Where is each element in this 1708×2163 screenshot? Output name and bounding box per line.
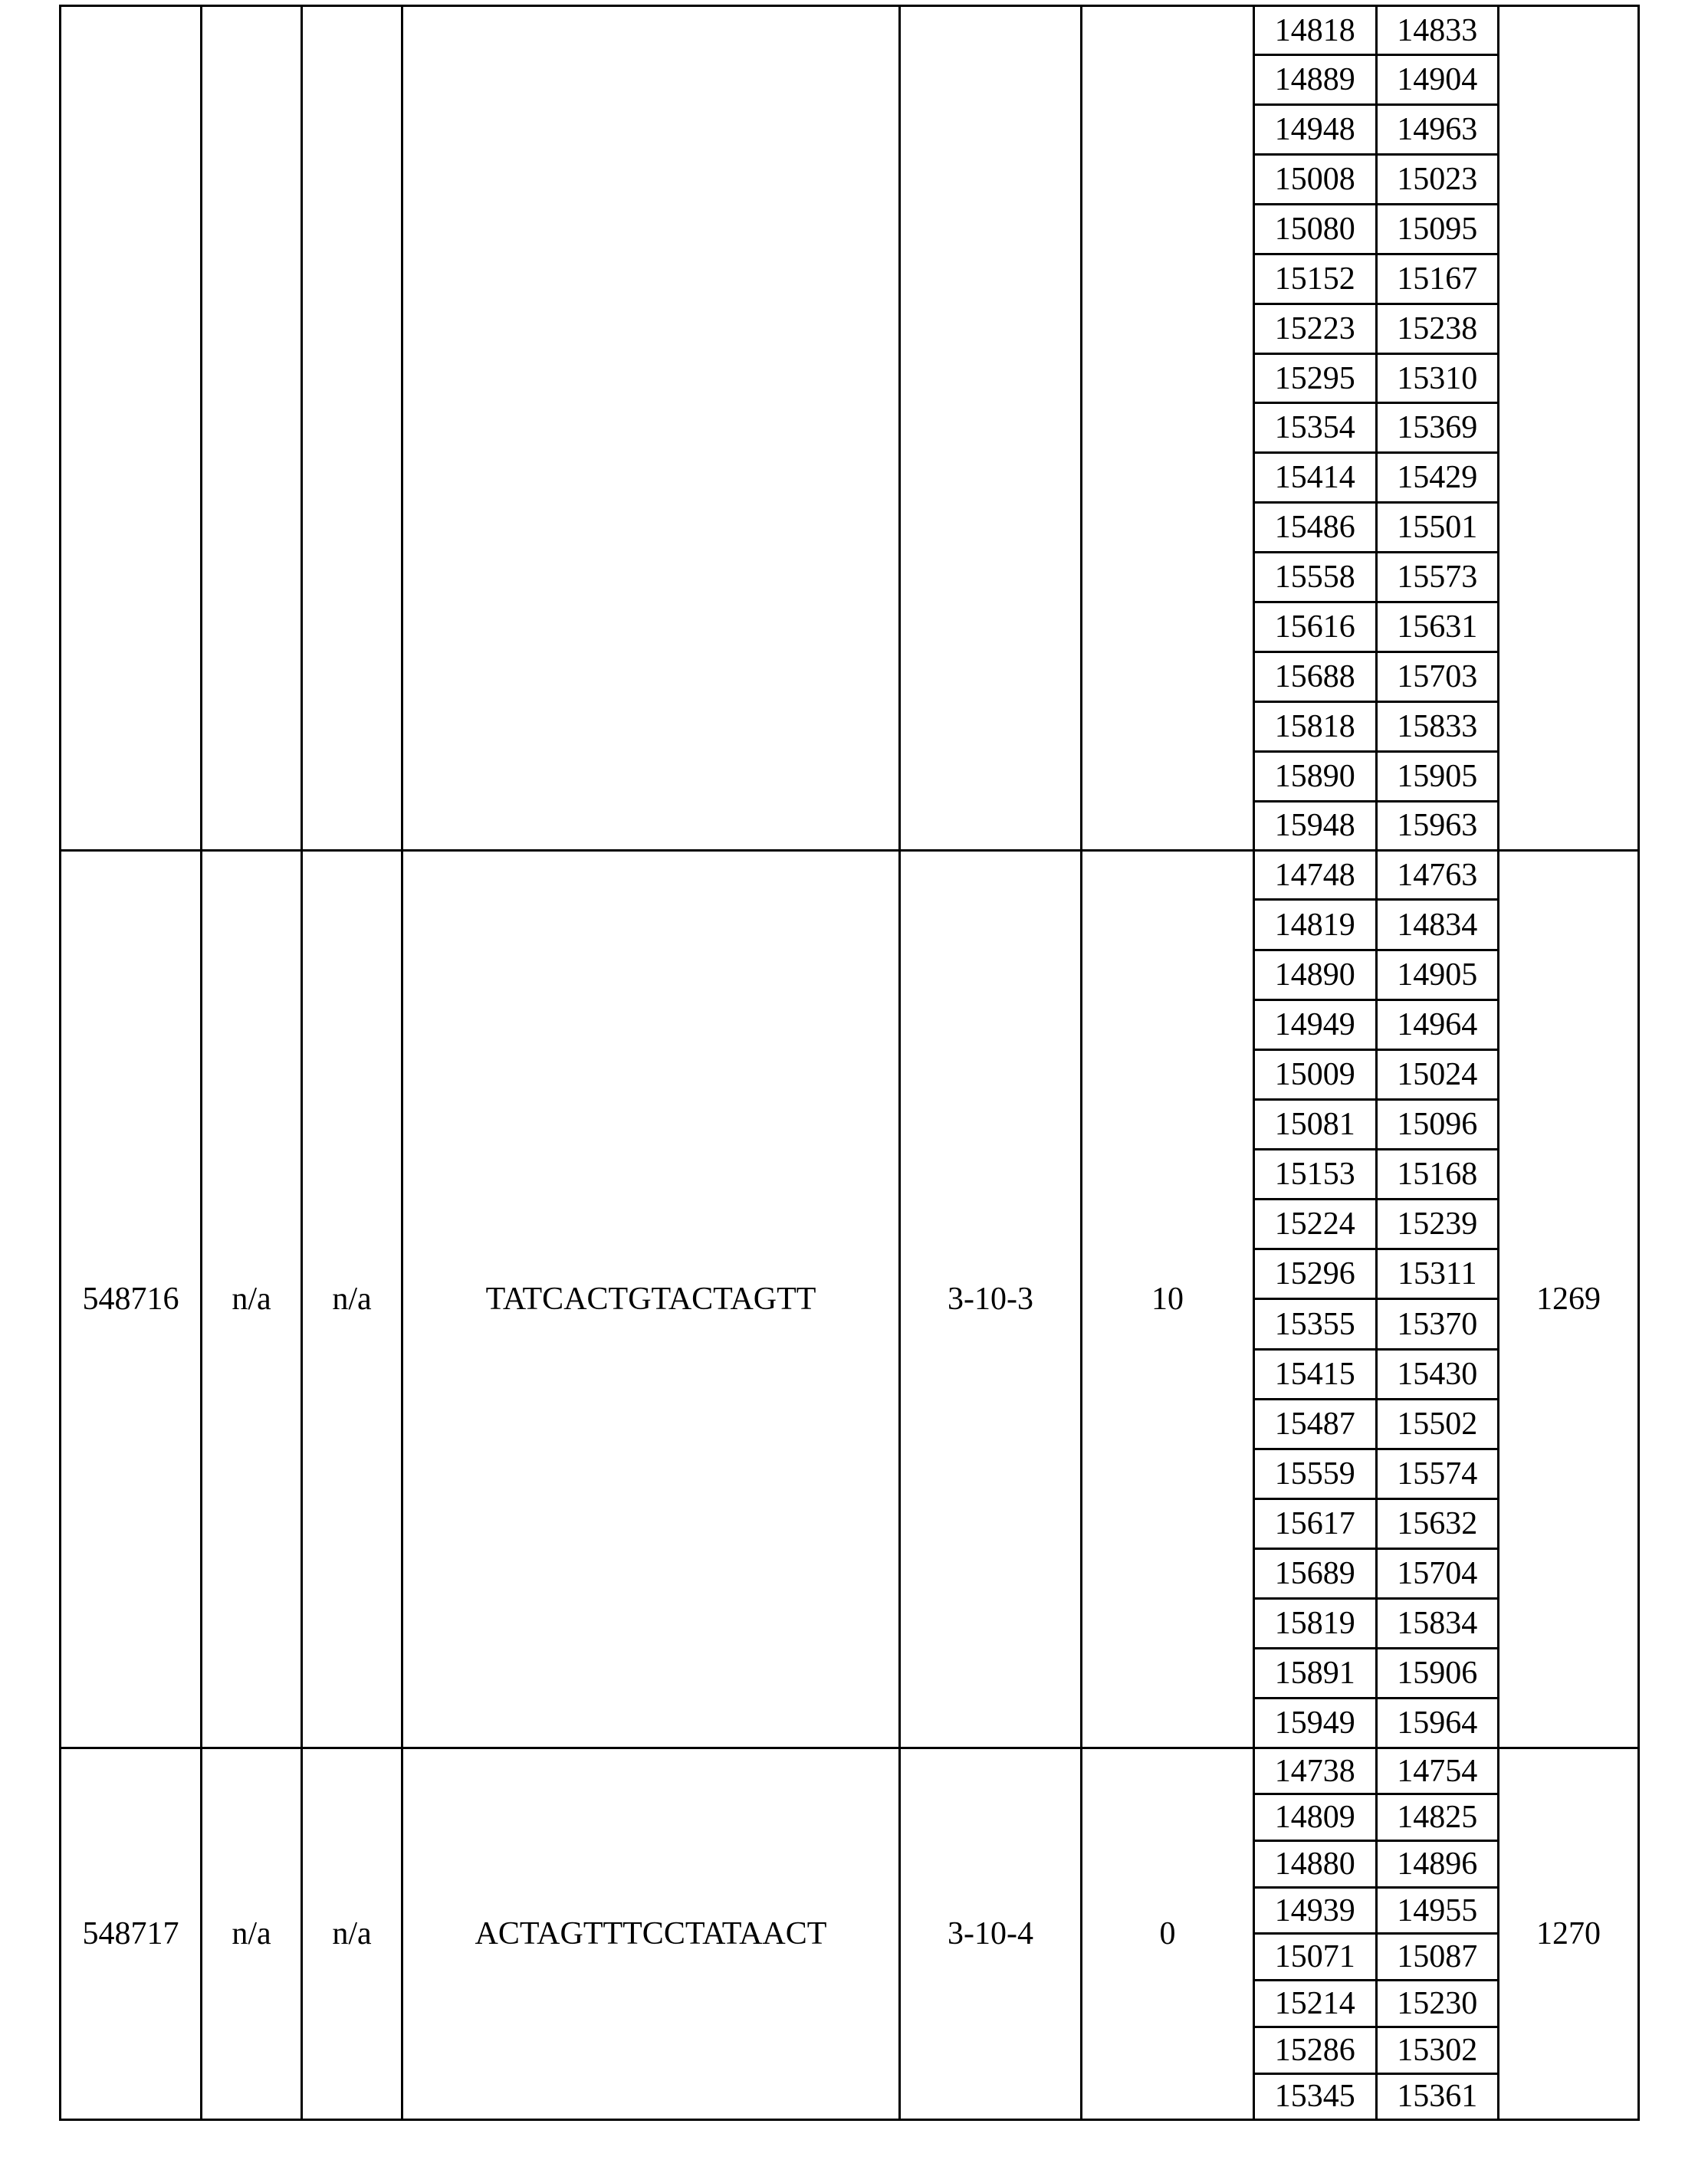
start-position: 14880 xyxy=(1255,1840,1376,1887)
start-position: 14939 xyxy=(1255,1887,1376,1934)
position-row xyxy=(1255,1840,1497,1887)
seq-id-cell xyxy=(1499,6,1639,851)
stop-position: 15703 xyxy=(1376,652,1497,701)
start-position: 15486 xyxy=(1255,503,1376,553)
stop-position: 15833 xyxy=(1376,701,1497,751)
stop-position: 15429 xyxy=(1376,453,1497,503)
position-row xyxy=(1255,900,1497,950)
positions-subtable xyxy=(1255,7,1497,849)
positions-cell xyxy=(1254,851,1499,1748)
position-row xyxy=(1255,1934,1497,1981)
stop-position: 14754 xyxy=(1376,1749,1497,1794)
start-position: 15153 xyxy=(1255,1150,1376,1200)
position-row xyxy=(1255,1299,1497,1349)
position-row xyxy=(1255,950,1497,999)
start-position: 15355 xyxy=(1255,1299,1376,1349)
stop-position: 15573 xyxy=(1376,553,1497,602)
stop-position: 14763 xyxy=(1376,852,1497,900)
stop-position: 15369 xyxy=(1376,403,1497,453)
start-position: 15415 xyxy=(1255,1349,1376,1399)
position-row xyxy=(1255,1887,1497,1934)
sequence-cell: ACTAGTTTCCTATAACT xyxy=(402,1748,900,2120)
stop-position: 15087 xyxy=(1376,1934,1497,1981)
start-position: 15689 xyxy=(1255,1549,1376,1599)
compound-id-cell: 548717 xyxy=(61,1748,202,2120)
stop-position: 15963 xyxy=(1376,801,1497,849)
position-row xyxy=(1255,453,1497,503)
stop-position: 14825 xyxy=(1376,1794,1497,1841)
start-position: 15080 xyxy=(1255,204,1376,254)
stop-position: 15310 xyxy=(1376,353,1497,403)
col3-cell: n/a xyxy=(302,1748,402,2120)
position-row xyxy=(1255,105,1497,155)
start-position: 15487 xyxy=(1255,1399,1376,1449)
start-position: 15558 xyxy=(1255,553,1376,602)
start-position: 15688 xyxy=(1255,652,1376,701)
stop-position: 14964 xyxy=(1376,999,1497,1049)
position-row xyxy=(1255,353,1497,403)
col3-cell xyxy=(302,6,402,851)
compound-id-cell xyxy=(61,6,202,851)
start-position: 14748 xyxy=(1255,852,1376,900)
stop-position: 15096 xyxy=(1376,1099,1497,1149)
position-row xyxy=(1255,1150,1497,1200)
position-row xyxy=(1255,304,1497,353)
stop-position: 15502 xyxy=(1376,1399,1497,1449)
seq-id-cell: 1269 xyxy=(1499,851,1639,1748)
stop-position: 15238 xyxy=(1376,304,1497,353)
start-position: 14948 xyxy=(1255,105,1376,155)
stop-position: 15704 xyxy=(1376,1549,1497,1599)
stop-position: 15095 xyxy=(1376,204,1497,254)
col3-cell: n/a xyxy=(302,851,402,1748)
value-cell: 10 xyxy=(1082,851,1254,1748)
start-position: 15559 xyxy=(1255,1449,1376,1498)
position-row xyxy=(1255,503,1497,553)
start-position: 14889 xyxy=(1255,55,1376,105)
stop-position: 14955 xyxy=(1376,1887,1497,1934)
start-position: 15295 xyxy=(1255,353,1376,403)
col2-cell: n/a xyxy=(202,1748,302,2120)
stop-position: 15964 xyxy=(1376,1699,1497,1747)
start-position: 15616 xyxy=(1255,602,1376,652)
position-row xyxy=(1255,1449,1497,1498)
start-position: 15818 xyxy=(1255,701,1376,751)
start-position: 15071 xyxy=(1255,1934,1376,1981)
position-row xyxy=(1255,55,1497,105)
value-cell: 0 xyxy=(1082,1748,1254,2120)
stop-position: 15501 xyxy=(1376,503,1497,553)
stop-position: 15632 xyxy=(1376,1498,1497,1548)
stop-position: 15906 xyxy=(1376,1649,1497,1699)
position-row xyxy=(1255,801,1497,849)
start-position: 15890 xyxy=(1255,751,1376,801)
start-position: 15009 xyxy=(1255,1049,1376,1099)
stop-position: 15023 xyxy=(1376,155,1497,205)
positions-subtable xyxy=(1255,1749,1497,2119)
position-row xyxy=(1255,155,1497,205)
stop-position: 15631 xyxy=(1376,602,1497,652)
stop-position: 15905 xyxy=(1376,751,1497,801)
start-position: 15214 xyxy=(1255,1981,1376,2027)
start-position: 15819 xyxy=(1255,1599,1376,1649)
stop-position: 15167 xyxy=(1376,254,1497,304)
position-row xyxy=(1255,1699,1497,1747)
position-row xyxy=(1255,2073,1497,2119)
start-position: 15617 xyxy=(1255,1498,1376,1548)
position-row xyxy=(1255,1399,1497,1449)
motif-cell: 3-10-4 xyxy=(900,1748,1082,2120)
col2-cell xyxy=(202,6,302,851)
start-position: 14809 xyxy=(1255,1794,1376,1841)
position-row xyxy=(1255,2027,1497,2073)
position-row xyxy=(1255,1049,1497,1099)
stop-position: 15430 xyxy=(1376,1349,1497,1399)
position-row xyxy=(1255,254,1497,304)
position-row xyxy=(1255,1200,1497,1249)
stop-position: 15311 xyxy=(1376,1249,1497,1299)
table-row xyxy=(61,851,1639,1748)
positions-cell xyxy=(1254,6,1499,851)
stop-position: 15239 xyxy=(1376,1200,1497,1249)
start-position: 15296 xyxy=(1255,1249,1376,1299)
position-row xyxy=(1255,1549,1497,1599)
motif-cell xyxy=(900,6,1082,851)
position-row xyxy=(1255,204,1497,254)
col2-cell: n/a xyxy=(202,851,302,1748)
start-position: 14818 xyxy=(1255,7,1376,55)
stop-position: 15168 xyxy=(1376,1150,1497,1200)
position-row xyxy=(1255,852,1497,900)
stop-position: 14896 xyxy=(1376,1840,1497,1887)
start-position: 14738 xyxy=(1255,1749,1376,1794)
position-row xyxy=(1255,1649,1497,1699)
stop-position: 15024 xyxy=(1376,1049,1497,1099)
start-position: 15891 xyxy=(1255,1649,1376,1699)
value-cell xyxy=(1082,6,1254,851)
stop-position: 14904 xyxy=(1376,55,1497,105)
positions-subtable xyxy=(1255,852,1497,1747)
stop-position: 14963 xyxy=(1376,105,1497,155)
position-row xyxy=(1255,652,1497,701)
stop-position: 15574 xyxy=(1376,1449,1497,1498)
start-position: 15345 xyxy=(1255,2073,1376,2119)
start-position: 15152 xyxy=(1255,254,1376,304)
position-row xyxy=(1255,403,1497,453)
start-position: 15081 xyxy=(1255,1099,1376,1149)
start-position: 15286 xyxy=(1255,2027,1376,2073)
positions-cell xyxy=(1254,1748,1499,2120)
position-row xyxy=(1255,1249,1497,1299)
start-position: 14949 xyxy=(1255,999,1376,1049)
start-position: 15008 xyxy=(1255,155,1376,205)
start-position: 15223 xyxy=(1255,304,1376,353)
seq-id-cell: 1270 xyxy=(1499,1748,1639,2120)
position-row xyxy=(1255,1794,1497,1841)
position-row xyxy=(1255,751,1497,801)
start-position: 15949 xyxy=(1255,1699,1376,1747)
start-position: 15414 xyxy=(1255,453,1376,503)
position-row xyxy=(1255,602,1497,652)
start-position: 15948 xyxy=(1255,801,1376,849)
stop-position: 15361 xyxy=(1376,2073,1497,2119)
stop-position: 14833 xyxy=(1376,7,1497,55)
position-row xyxy=(1255,1349,1497,1399)
data-table xyxy=(59,5,1640,2121)
position-row xyxy=(1255,1498,1497,1548)
table-row xyxy=(61,6,1639,851)
position-row xyxy=(1255,1099,1497,1149)
start-position: 14819 xyxy=(1255,900,1376,950)
table-row xyxy=(61,1748,1639,2120)
stop-position: 14834 xyxy=(1376,900,1497,950)
stop-position: 15302 xyxy=(1376,2027,1497,2073)
position-row xyxy=(1255,999,1497,1049)
start-position: 15224 xyxy=(1255,1200,1376,1249)
start-position: 15354 xyxy=(1255,403,1376,453)
position-row xyxy=(1255,1749,1497,1794)
position-row xyxy=(1255,701,1497,751)
sequence-cell xyxy=(402,6,900,851)
motif-cell: 3-10-3 xyxy=(900,851,1082,1748)
sequence-cell: TATCACTGTACTAGTT xyxy=(402,851,900,1748)
position-row xyxy=(1255,553,1497,602)
start-position: 14890 xyxy=(1255,950,1376,999)
stop-position: 14905 xyxy=(1376,950,1497,999)
stop-position: 15370 xyxy=(1376,1299,1497,1349)
position-row xyxy=(1255,7,1497,55)
position-row xyxy=(1255,1981,1497,2027)
stop-position: 15834 xyxy=(1376,1599,1497,1649)
compound-id-cell: 548716 xyxy=(61,851,202,1748)
stop-position: 15230 xyxy=(1376,1981,1497,2027)
position-row xyxy=(1255,1599,1497,1649)
